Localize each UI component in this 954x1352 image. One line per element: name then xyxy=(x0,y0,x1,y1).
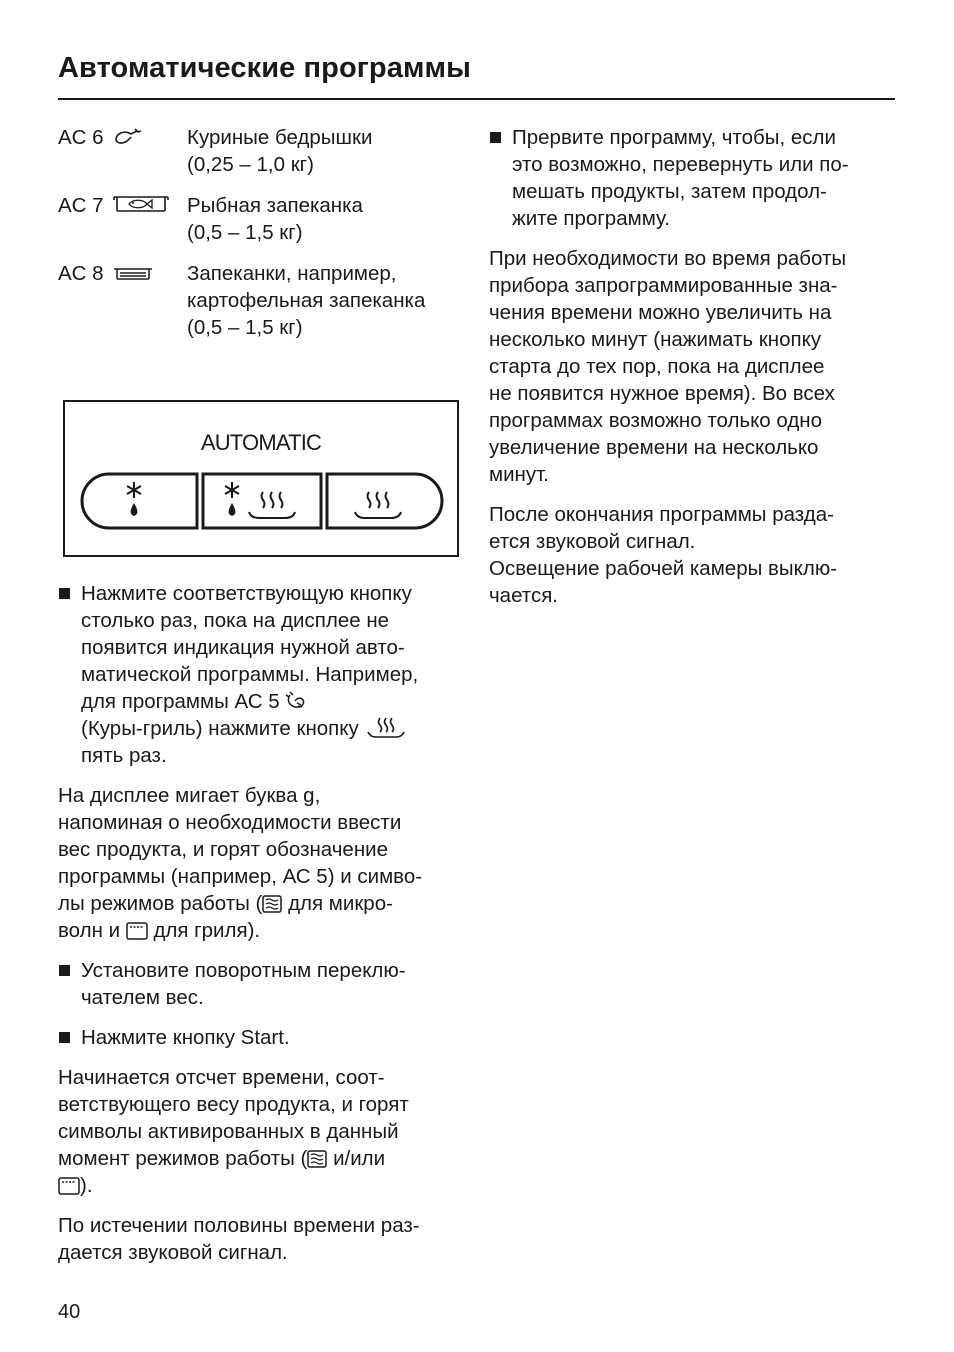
reheat-icon xyxy=(364,716,408,738)
text-line: Нажмите соответствующую кнопку xyxy=(81,582,412,605)
right-column xyxy=(489,124,899,609)
text-line: старта до тех пор, пока на дисплее xyxy=(489,355,825,378)
text-line: При необходимости во время работы xyxy=(489,247,847,270)
text-line: мешать продукты, затем продол- xyxy=(512,180,827,203)
text-line xyxy=(58,890,478,917)
bullet-square-icon xyxy=(489,124,512,232)
text-line: Освещение рабочей камеры выклю- xyxy=(489,557,838,580)
program-desc-line: (0,5 – 1,5 кг) xyxy=(187,316,303,339)
bullet-set-weight xyxy=(58,957,478,1011)
text-line xyxy=(58,917,478,944)
page-number: 40 xyxy=(58,1301,81,1323)
text-fragment: момент режимов работы ( xyxy=(58,1147,308,1170)
left-instructions xyxy=(58,580,478,1266)
text-line: столько раз, пока на дисплее не xyxy=(81,609,390,632)
text-line xyxy=(81,688,418,715)
fish-dish-icon xyxy=(113,194,169,214)
text-line: это возможно, перевернуть или по- xyxy=(512,153,849,176)
paragraph-half-time xyxy=(58,1212,478,1266)
program-desc-line: Куриные бедрышки xyxy=(187,126,373,149)
text-line: ветствующего весу продукта, и горят xyxy=(58,1093,409,1116)
program-code: AC 6 xyxy=(58,126,104,149)
program-code: AC 7 xyxy=(58,194,104,217)
text-fragment: для микро- xyxy=(288,892,393,915)
automatic-panel-illustration xyxy=(63,400,459,557)
bullet-square-icon xyxy=(58,1024,81,1051)
paragraph-program-end xyxy=(489,501,899,609)
title-rule xyxy=(58,98,895,100)
chicken-leg-icon xyxy=(113,128,143,146)
text-fragment: ). xyxy=(80,1174,93,1197)
text-line: Нажмите кнопку Start. xyxy=(81,1026,290,1049)
defrost-button[interactable] xyxy=(82,474,197,528)
defrost-reheat-button[interactable] xyxy=(203,474,321,528)
program-desc-line: Запеканки, например, xyxy=(187,262,397,285)
text-fragment: и/или xyxy=(333,1147,386,1170)
text-line: жите программу. xyxy=(512,207,670,230)
text-fragment: для гриля). xyxy=(153,919,261,942)
text-line: Установите поворотным переклю- xyxy=(81,959,406,982)
text-line: символы активированных в данный xyxy=(58,1120,399,1143)
panel-label: AUTOMATIC xyxy=(200,430,322,455)
page-title: Автоматические программы xyxy=(58,52,471,84)
grill-mode-icon xyxy=(58,1177,80,1195)
text-line: программы (например, АС 5) и симво- xyxy=(58,865,423,888)
chicken-grill-icon xyxy=(285,691,309,711)
program-row-ac8 xyxy=(58,260,468,341)
paragraph-countdown xyxy=(58,1064,478,1199)
text-line xyxy=(58,1145,478,1172)
text-line xyxy=(58,1172,478,1199)
text-line: увеличение времени на несколько xyxy=(489,436,819,459)
bullet-select-program xyxy=(58,580,478,769)
text-line: По истечении половины времени раз- xyxy=(58,1214,420,1237)
text-line: чается. xyxy=(489,584,559,607)
program-desc-line: Рыбная запеканка xyxy=(187,194,363,217)
text-line: Прервите программу, чтобы, если xyxy=(512,126,836,149)
text-line: напоминая о необходимости ввести xyxy=(58,811,402,834)
bullet-square-icon xyxy=(58,580,81,769)
text-line: чателем вес. xyxy=(81,986,204,1009)
text-line: ется звуковой сигнал. xyxy=(489,530,696,553)
text-fragment: волн и xyxy=(58,919,121,942)
microwave-mode-icon xyxy=(307,1150,327,1168)
text-line: минут. xyxy=(489,463,549,486)
paragraph-weight-prompt xyxy=(58,782,478,944)
text-fragment: (Куры-гриль) нажмите кнопку xyxy=(81,717,359,740)
text-line: После окончания программы разда- xyxy=(489,503,834,526)
bullet-square-icon xyxy=(58,957,81,1011)
text-fragment: лы режимов работы ( xyxy=(58,892,263,915)
casserole-dish-icon xyxy=(113,266,153,282)
text-line: вес продукта, и горят обозначение xyxy=(58,838,388,861)
program-row-ac6 xyxy=(58,124,468,178)
paragraph-extend-time xyxy=(489,245,899,488)
text-line: пять раз. xyxy=(81,744,167,767)
program-desc-line: картофельная запеканка xyxy=(187,289,426,312)
grill-mode-icon xyxy=(126,922,148,940)
text-fragment: для программы АС 5 xyxy=(81,690,280,713)
text-line: Начинается отсчет времени, соот- xyxy=(58,1066,385,1089)
bullet-interrupt xyxy=(489,124,899,232)
text-line: программах возможно только одно xyxy=(489,409,823,432)
program-code: AC 8 xyxy=(58,262,104,285)
text-line: прибора запрограммированные зна- xyxy=(489,274,838,297)
text-line: не появится нужное время). Во всех xyxy=(489,382,835,405)
program-row-ac7 xyxy=(58,192,468,246)
program-desc-line: (0,5 – 1,5 кг) xyxy=(187,221,303,244)
text-line xyxy=(81,715,418,742)
text-line: несколько минут (нажимать кнопку xyxy=(489,328,822,351)
left-column xyxy=(58,124,468,355)
microwave-mode-icon xyxy=(262,895,282,913)
reheat-button[interactable] xyxy=(327,474,442,528)
text-line: появится индикация нужной авто- xyxy=(81,636,405,659)
text-line: На дисплее мигает буква g, xyxy=(58,784,321,807)
bullet-press-start xyxy=(58,1024,478,1051)
program-desc-line: (0,25 – 1,0 кг) xyxy=(187,153,314,176)
text-line: дается звуковой сигнал. xyxy=(58,1241,288,1264)
text-line: чения времени можно увеличить на xyxy=(489,301,832,324)
text-line: матической программы. Например, xyxy=(81,663,419,686)
